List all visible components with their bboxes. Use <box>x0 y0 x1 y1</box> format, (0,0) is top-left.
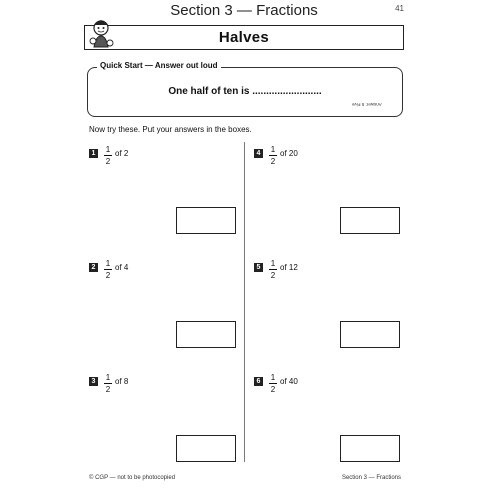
fraction-numerator: 1 <box>105 145 111 154</box>
quick-start-label: Quick Start — Answer out loud <box>97 61 221 70</box>
fraction-bar <box>269 383 277 384</box>
answer-box-2[interactable] <box>176 321 236 348</box>
fraction-numerator: 1 <box>270 259 276 268</box>
lesson-title-banner <box>84 25 404 50</box>
fraction-numerator: 1 <box>270 373 276 382</box>
question-number-badge: 2 <box>89 263 98 272</box>
answer-box-6[interactable] <box>340 435 400 462</box>
question-text: of 12 <box>280 263 298 272</box>
fraction-numerator: 1 <box>105 373 111 382</box>
answer-box-1[interactable] <box>176 207 236 234</box>
question-text: of 40 <box>280 377 298 386</box>
fraction-denominator: 2 <box>105 271 111 280</box>
fraction-bar <box>269 269 277 270</box>
question-3 <box>89 373 128 394</box>
question-2 <box>89 259 128 280</box>
question-number-badge: 4 <box>254 149 263 158</box>
copyright-footer: © CGP — not to be photocopied <box>89 475 176 481</box>
fraction-bar <box>104 269 112 270</box>
section-title: Section 3 — Fractions <box>170 2 318 19</box>
fraction-bar <box>104 383 112 384</box>
question-6 <box>254 373 298 394</box>
section-footer: Section 3 — Fractions <box>341 475 401 481</box>
fraction-numerator: 1 <box>105 259 111 268</box>
question-1 <box>89 145 128 166</box>
fraction <box>269 373 277 394</box>
fraction-denominator: 2 <box>105 157 111 166</box>
question-number-badge: 6 <box>254 377 263 386</box>
answer-box-5[interactable] <box>340 321 400 348</box>
fraction <box>269 259 277 280</box>
question-4 <box>254 145 298 166</box>
fraction-numerator: 1 <box>270 145 276 154</box>
fraction <box>104 373 112 394</box>
fraction-denominator: 2 <box>270 385 276 394</box>
instructions: Now try these. Put your answers in the boxes. <box>89 125 252 134</box>
answer-box-4[interactable] <box>340 207 400 234</box>
fraction <box>104 259 112 280</box>
column-divider <box>244 142 245 462</box>
question-5 <box>254 259 298 280</box>
question-text: of 4 <box>115 263 129 272</box>
question-number-badge: 1 <box>89 149 98 158</box>
fraction-bar <box>104 155 112 156</box>
page-number: 41 <box>395 4 404 13</box>
quick-start-question: One half of ten is ......................... <box>168 86 322 97</box>
fraction-denominator: 2 <box>105 385 111 394</box>
student-mascot-icon <box>84 17 118 51</box>
question-text: of 20 <box>280 149 298 158</box>
question-number-badge: 5 <box>254 263 263 272</box>
fraction-denominator: 2 <box>270 271 276 280</box>
fraction <box>269 145 277 166</box>
lesson-title: Halves <box>218 29 270 46</box>
question-number-badge: 3 <box>89 377 98 386</box>
fraction-bar <box>269 155 277 156</box>
quick-start-answer: Answer: 5 Five <box>352 102 382 107</box>
answer-box-3[interactable] <box>176 435 236 462</box>
fraction-denominator: 2 <box>270 157 276 166</box>
fraction <box>104 145 112 166</box>
question-text: of 8 <box>115 377 129 386</box>
question-text: of 2 <box>115 149 129 158</box>
